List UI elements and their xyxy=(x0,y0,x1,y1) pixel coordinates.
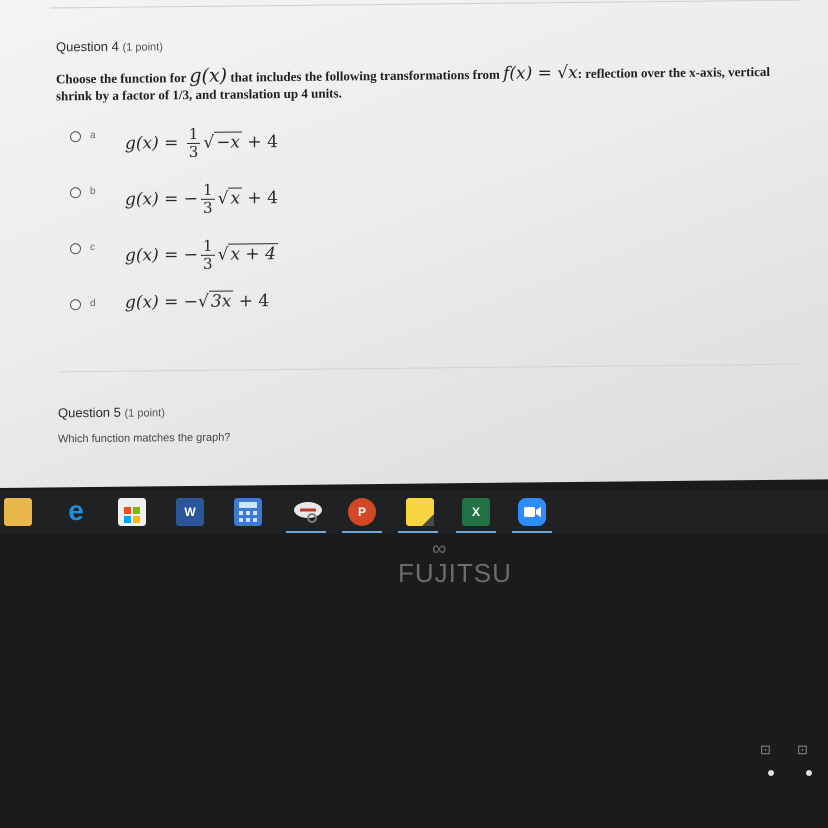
prompt-text: that includes the following transformations from xyxy=(230,66,500,85)
option-letter: a xyxy=(90,129,96,142)
expr-sign: − xyxy=(183,244,199,266)
radio-button[interactable] xyxy=(70,243,81,254)
status-led xyxy=(806,770,812,776)
question-points: (1 point) xyxy=(122,41,163,54)
status-led xyxy=(768,770,774,776)
zoom-icon[interactable] xyxy=(518,498,546,526)
radicand: x xyxy=(230,188,241,209)
denominator: 3 xyxy=(203,198,213,217)
question-title: Question 4 xyxy=(56,38,119,55)
expr-rest: + 4 xyxy=(242,132,278,153)
prompt-text: Choose the function for xyxy=(56,70,187,87)
powerpoint-icon[interactable]: P xyxy=(348,498,376,526)
fraction xyxy=(187,126,201,161)
section-divider xyxy=(60,364,800,373)
radio-button[interactable] xyxy=(70,131,81,142)
infinity-logo-icon: ∞ xyxy=(432,538,447,560)
calculator-icon[interactable] xyxy=(234,498,262,526)
numerator: 1 xyxy=(188,124,199,144)
radicand: x + 4 xyxy=(230,244,276,265)
expr-lhs: g(x) = xyxy=(125,292,184,313)
numerator: 1 xyxy=(203,180,213,199)
brand-logo: FUJITSU xyxy=(398,558,512,588)
prompt-math-g: g(x) xyxy=(189,64,228,88)
option-expression: g(x) = − $\frac{1}{3}$ √ x + 4 xyxy=(125,236,276,273)
radicand: 3x xyxy=(210,291,232,312)
denominator: 3 xyxy=(203,254,213,273)
expr-sign: − xyxy=(183,291,199,313)
option-letter: c xyxy=(90,242,95,254)
active-app-indicator xyxy=(286,531,326,533)
fraction xyxy=(201,182,215,217)
word-icon[interactable]: W xyxy=(176,498,204,526)
option-expression: g(x) = $\frac{1}{3}$ √ −x + 4 xyxy=(125,124,278,162)
expr-rest: + 4 xyxy=(233,291,270,312)
lock-indicator-icon: ⊡ xyxy=(797,742,808,757)
expr-rest: + 4 xyxy=(242,188,278,209)
taskbar xyxy=(0,490,828,534)
question-4-label xyxy=(56,38,163,54)
excel-icon[interactable]: X xyxy=(462,498,490,526)
question-5-prompt: Which function matches the graph? xyxy=(58,431,231,446)
file-explorer-icon[interactable] xyxy=(4,498,32,526)
divider xyxy=(50,0,800,8)
option-letter: b xyxy=(90,185,96,198)
radio-button[interactable] xyxy=(70,187,81,198)
option-expression: g(x) = −√ 3x + 4 xyxy=(125,291,270,313)
active-app-indicator xyxy=(342,531,382,533)
question-title: Question 5 xyxy=(58,404,121,421)
prompt-math-f: f(x) = √x xyxy=(503,62,578,84)
radicand: −x xyxy=(216,132,241,153)
numerator: 1 xyxy=(203,236,213,255)
denominator: 3 xyxy=(188,142,199,162)
store-icon[interactable] xyxy=(118,498,146,526)
edge-icon[interactable]: e xyxy=(68,495,84,526)
question-4-prompt xyxy=(56,62,796,105)
active-app-indicator xyxy=(456,531,496,533)
snip-icon[interactable] xyxy=(292,498,320,526)
option-expression: g(x) = − $\frac{1}{3}$ √ x + 4 xyxy=(125,180,278,217)
fraction xyxy=(201,238,215,273)
expr-sign: − xyxy=(183,188,199,210)
lock-indicator-icon: ⊡ xyxy=(760,742,771,757)
active-app-indicator xyxy=(512,531,552,533)
question-points: (1 point) xyxy=(124,407,165,420)
option-letter: d xyxy=(90,297,96,310)
active-app-indicator xyxy=(398,531,438,533)
expr-lhs: g(x) = xyxy=(125,189,184,210)
expr-lhs: g(x) = xyxy=(125,245,184,266)
prompt-text: : reflection over the x-axis, vertical shrink by a factor of 1/3, and translation up 4 units. xyxy=(56,63,771,104)
radio-button[interactable] xyxy=(70,299,81,310)
question-5-label xyxy=(58,404,165,420)
expr-lhs: g(x) = xyxy=(125,133,184,154)
sticky-notes-icon[interactable] xyxy=(406,498,434,526)
